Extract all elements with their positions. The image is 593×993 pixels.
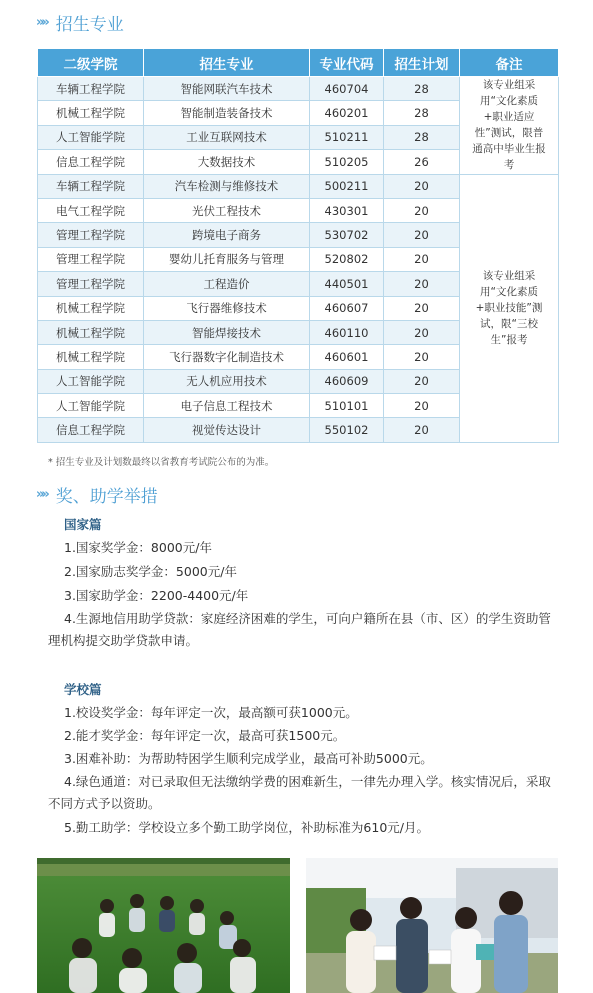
cell-plan: 20	[384, 320, 460, 344]
header-major: 招生专业	[144, 49, 310, 77]
photo-students-on-lawn	[37, 858, 290, 993]
cell-college: 车辆工程学院	[38, 77, 144, 101]
section-header-majors	[36, 10, 124, 35]
national-item: 4.生源地信用助学贷款：家庭经济困难的学生，可向户籍所在县（市、区）的学生资助管理机构提交助学贷款申请。	[48, 611, 551, 648]
national-item: 1.国家奖学金：8000元/年	[64, 540, 212, 555]
cell-major: 电子信息工程技术	[144, 394, 310, 418]
cell-plan: 20	[384, 198, 460, 222]
cell-plan: 28	[384, 77, 460, 101]
cell-major: 跨境电子商务	[144, 223, 310, 247]
cell-college: 人工智能学院	[38, 394, 144, 418]
cell-college: 管理工程学院	[38, 272, 144, 296]
school-item: 2.能才奖学金：每年评定一次，最高可获1500元。	[64, 728, 346, 743]
section-header-aid	[36, 482, 158, 507]
remark-group-2: 该专业组采用“文化素质+职业技能”测试，限“三校生”报考	[460, 174, 559, 442]
cell-code: 510205	[310, 150, 384, 174]
cell-major: 汽车检测与维修技术	[144, 174, 310, 198]
cell-major: 大数据技术	[144, 150, 310, 174]
cell-plan: 20	[384, 272, 460, 296]
majors-table	[37, 48, 559, 443]
school-title: 学校篇	[64, 682, 102, 697]
cell-code: 460601	[310, 345, 384, 369]
cell-code: 500211	[310, 174, 384, 198]
cell-code: 550102	[310, 418, 384, 442]
school-item: 1.校设奖学金：每年评定一次，最高额可获1000元。	[64, 705, 358, 720]
cell-plan: 20	[384, 247, 460, 271]
cell-major: 工业互联网技术	[144, 125, 310, 149]
cell-major: 智能网联汽车技术	[144, 77, 310, 101]
school-item: 3.困难补助：为帮助特困学生顺利完成学业，最高可补助5000元。	[64, 751, 433, 766]
cell-major: 光伏工程技术	[144, 198, 310, 222]
cell-college: 机械工程学院	[38, 320, 144, 344]
cell-college: 人工智能学院	[38, 369, 144, 393]
cell-major: 无人机应用技术	[144, 369, 310, 393]
cell-college: 信息工程学院	[38, 418, 144, 442]
photo-students-reading	[306, 858, 558, 993]
table-row	[38, 174, 559, 198]
cell-college: 机械工程学院	[38, 101, 144, 125]
cell-code: 510211	[310, 125, 384, 149]
cell-college: 信息工程学院	[38, 150, 144, 174]
cell-code: 440501	[310, 272, 384, 296]
header-code: 专业代码	[310, 49, 384, 77]
cell-major: 视觉传达设计	[144, 418, 310, 442]
cell-code: 460201	[310, 101, 384, 125]
national-title: 国家篇	[64, 517, 102, 532]
cell-plan: 20	[384, 296, 460, 320]
cell-plan: 20	[384, 345, 460, 369]
table-row	[38, 77, 559, 101]
cell-plan: 26	[384, 150, 460, 174]
chevron-right-icon: »»	[36, 15, 47, 30]
cell-code: 430301	[310, 198, 384, 222]
cell-plan: 20	[384, 394, 460, 418]
cell-major: 智能焊接技术	[144, 320, 310, 344]
cell-plan: 28	[384, 101, 460, 125]
cell-code: 520802	[310, 247, 384, 271]
cell-code: 530702	[310, 223, 384, 247]
cell-college: 机械工程学院	[38, 296, 144, 320]
cell-plan: 28	[384, 125, 460, 149]
cell-plan: 20	[384, 174, 460, 198]
table-footnote: * 招生专业及计划数最终以省教育考试院公布的为准。	[48, 457, 275, 468]
cell-college: 人工智能学院	[38, 125, 144, 149]
cell-college: 电气工程学院	[38, 198, 144, 222]
cell-plan: 20	[384, 223, 460, 247]
cell-code: 460704	[310, 77, 384, 101]
cell-major: 智能制造装备技术	[144, 101, 310, 125]
school-item: 5.勤工助学：学校设立多个勤工助学岗位，补助标准为610元/月。	[64, 820, 429, 835]
cell-code: 460609	[310, 369, 384, 393]
cell-college: 管理工程学院	[38, 223, 144, 247]
section-title: 奖、助学举措	[55, 487, 158, 507]
chevron-right-icon: »»	[36, 487, 47, 502]
cell-college: 机械工程学院	[38, 345, 144, 369]
cell-major: 飞行器维修技术	[144, 296, 310, 320]
header-remark: 备注	[460, 49, 559, 77]
cell-plan: 20	[384, 418, 460, 442]
table-header-row	[38, 49, 559, 77]
cell-code: 460110	[310, 320, 384, 344]
header-college: 二级学院	[38, 49, 144, 77]
national-item: 2.国家励志奖学金：5000元/年	[64, 564, 237, 579]
cell-major: 工程造价	[144, 272, 310, 296]
cell-code: 460607	[310, 296, 384, 320]
cell-major: 婴幼儿托育服务与管理	[144, 247, 310, 271]
cell-major: 飞行器数字化制造技术	[144, 345, 310, 369]
school-item: 4.绿色通道：对已录取但无法缴纳学费的困难新生，一律先办理入学。核实情况后，采取不同方式予以资助。	[48, 774, 551, 811]
cell-code: 510101	[310, 394, 384, 418]
national-item: 3.国家助学金：2200-4400元/年	[64, 588, 249, 603]
header-plan: 招生计划	[384, 49, 460, 77]
cell-plan: 20	[384, 369, 460, 393]
cell-college: 管理工程学院	[38, 247, 144, 271]
section-title: 招生专业	[55, 15, 124, 35]
cell-college: 车辆工程学院	[38, 174, 144, 198]
remark-group-1: 该专业组采用“文化素质+职业适应性”测试，限普通高中毕业生报考	[460, 77, 559, 175]
